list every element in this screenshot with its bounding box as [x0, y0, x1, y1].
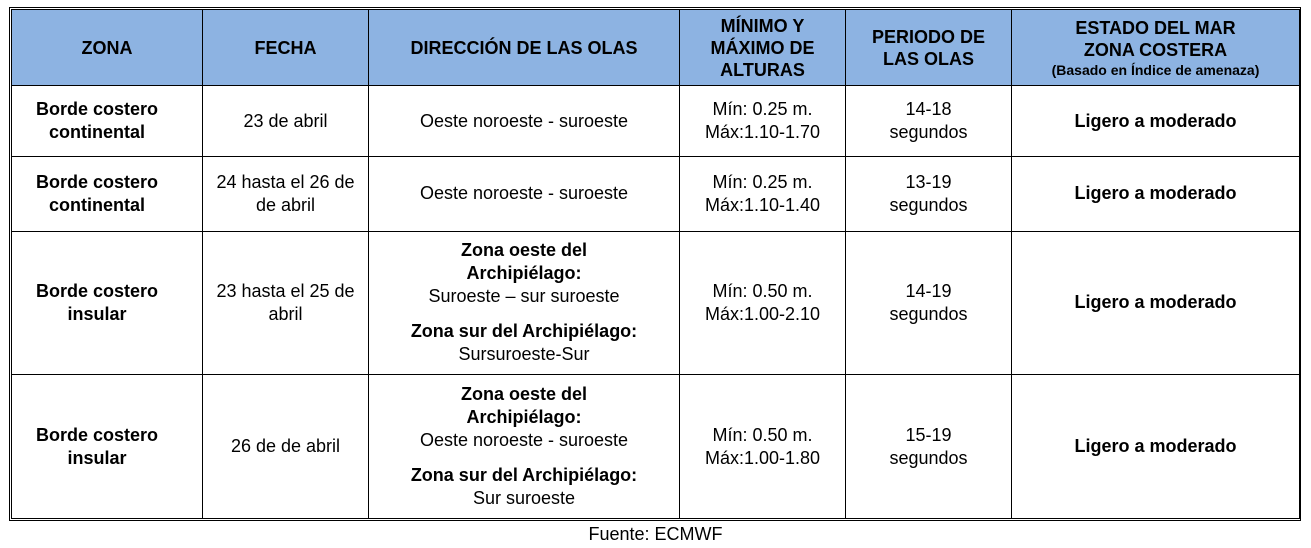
direccion-oeste-value: Oeste noroeste - suroeste — [419, 430, 629, 451]
cell-fecha: 23 hasta el 25 de abril — [203, 231, 369, 375]
cell-periodo: 15-19 segundos — [846, 375, 1012, 519]
cell-alturas-max: Máx:1.00-1.80 — [704, 447, 821, 468]
table-row — [12, 157, 1300, 231]
cell-alturas — [680, 86, 846, 157]
wave-forecast-table — [11, 9, 1300, 519]
cell-zona: Borde costero insular — [12, 231, 203, 375]
cell-alturas — [680, 231, 846, 375]
cell-estado: Ligero a moderado — [1012, 86, 1300, 157]
table-row — [12, 375, 1300, 519]
cell-periodo: 14-19 segundos — [846, 231, 1012, 375]
header-estado — [1012, 10, 1300, 86]
direccion-sur-label: Zona sur del Archipiélago: — [410, 465, 638, 486]
cell-periodo: 14-18 segundos — [846, 86, 1012, 157]
header-estado-note: (Basado en Índice de amenaza) — [1051, 61, 1260, 78]
cell-direccion: Oeste noroeste - suroeste — [369, 86, 680, 157]
cell-alturas-min: Mín: 0.25 m. — [712, 99, 813, 120]
cell-alturas-min: Mín: 0.50 m. — [712, 424, 813, 445]
direccion-sur-value: Sur suroeste — [472, 488, 576, 509]
cell-direccion — [369, 231, 680, 375]
cell-alturas-max: Máx:1.10-1.70 — [704, 122, 821, 143]
spacer — [373, 308, 675, 320]
header-periodo-label: PERIODO DE LAS OLAS — [871, 26, 986, 69]
cell-zona: Borde costero insular — [12, 375, 203, 519]
direccion-oeste-label: Zona oeste del Archipiélago: — [460, 240, 588, 284]
header-direccion: DIRECCIÓN DE LAS OLAS — [369, 10, 680, 86]
cell-estado: Ligero a moderado — [1012, 231, 1300, 375]
cell-estado: Ligero a moderado — [1012, 375, 1300, 519]
forecast-table-frame — [9, 7, 1301, 521]
cell-alturas-max: Máx:1.00-2.10 — [704, 303, 821, 324]
spacer — [373, 452, 675, 464]
direccion-oeste-label: Zona oeste del Archipiélago: — [460, 384, 588, 428]
cell-periodo: 13-19 segundos — [846, 157, 1012, 231]
cell-fecha: 24 hasta el 26 de de abril — [203, 157, 369, 231]
cell-alturas — [680, 375, 846, 519]
cell-direccion — [369, 375, 680, 519]
header-periodo — [846, 10, 1012, 86]
cell-zona: Borde costero continental — [12, 86, 203, 157]
cell-estado: Ligero a moderado — [1012, 157, 1300, 231]
header-estado-label: ESTADO DEL MAR ZONA COSTERA — [1075, 17, 1236, 60]
cell-alturas-min: Mín: 0.25 m. — [712, 171, 813, 192]
direccion-sur-value: Sursuroeste-Sur — [458, 344, 590, 365]
cell-fecha: 26 de de abril — [203, 375, 369, 519]
header-fecha: FECHA — [203, 10, 369, 86]
header-alturas — [680, 10, 846, 86]
table-row — [12, 231, 1300, 375]
cell-zona: Borde costero continental — [12, 157, 203, 231]
direccion-sur-label: Zona sur del Archipiélago: — [410, 321, 638, 342]
cell-alturas — [680, 157, 846, 231]
direccion-oeste-value: Suroeste – sur suroeste — [428, 286, 620, 307]
header-zona: ZONA — [12, 10, 203, 86]
cell-fecha: 23 de abril — [203, 86, 369, 157]
table-header-row — [12, 10, 1300, 86]
table-row — [12, 86, 1300, 157]
cell-alturas-max: Máx:1.10-1.40 — [704, 194, 821, 215]
cell-direccion: Oeste noroeste - suroeste — [369, 157, 680, 231]
cell-alturas-min: Mín: 0.50 m. — [712, 280, 813, 301]
source-caption: Fuente: ECMWF — [588, 524, 723, 544]
header-alturas-label: MÍNIMO Y MÁXIMO DE ALTURAS — [710, 15, 815, 80]
